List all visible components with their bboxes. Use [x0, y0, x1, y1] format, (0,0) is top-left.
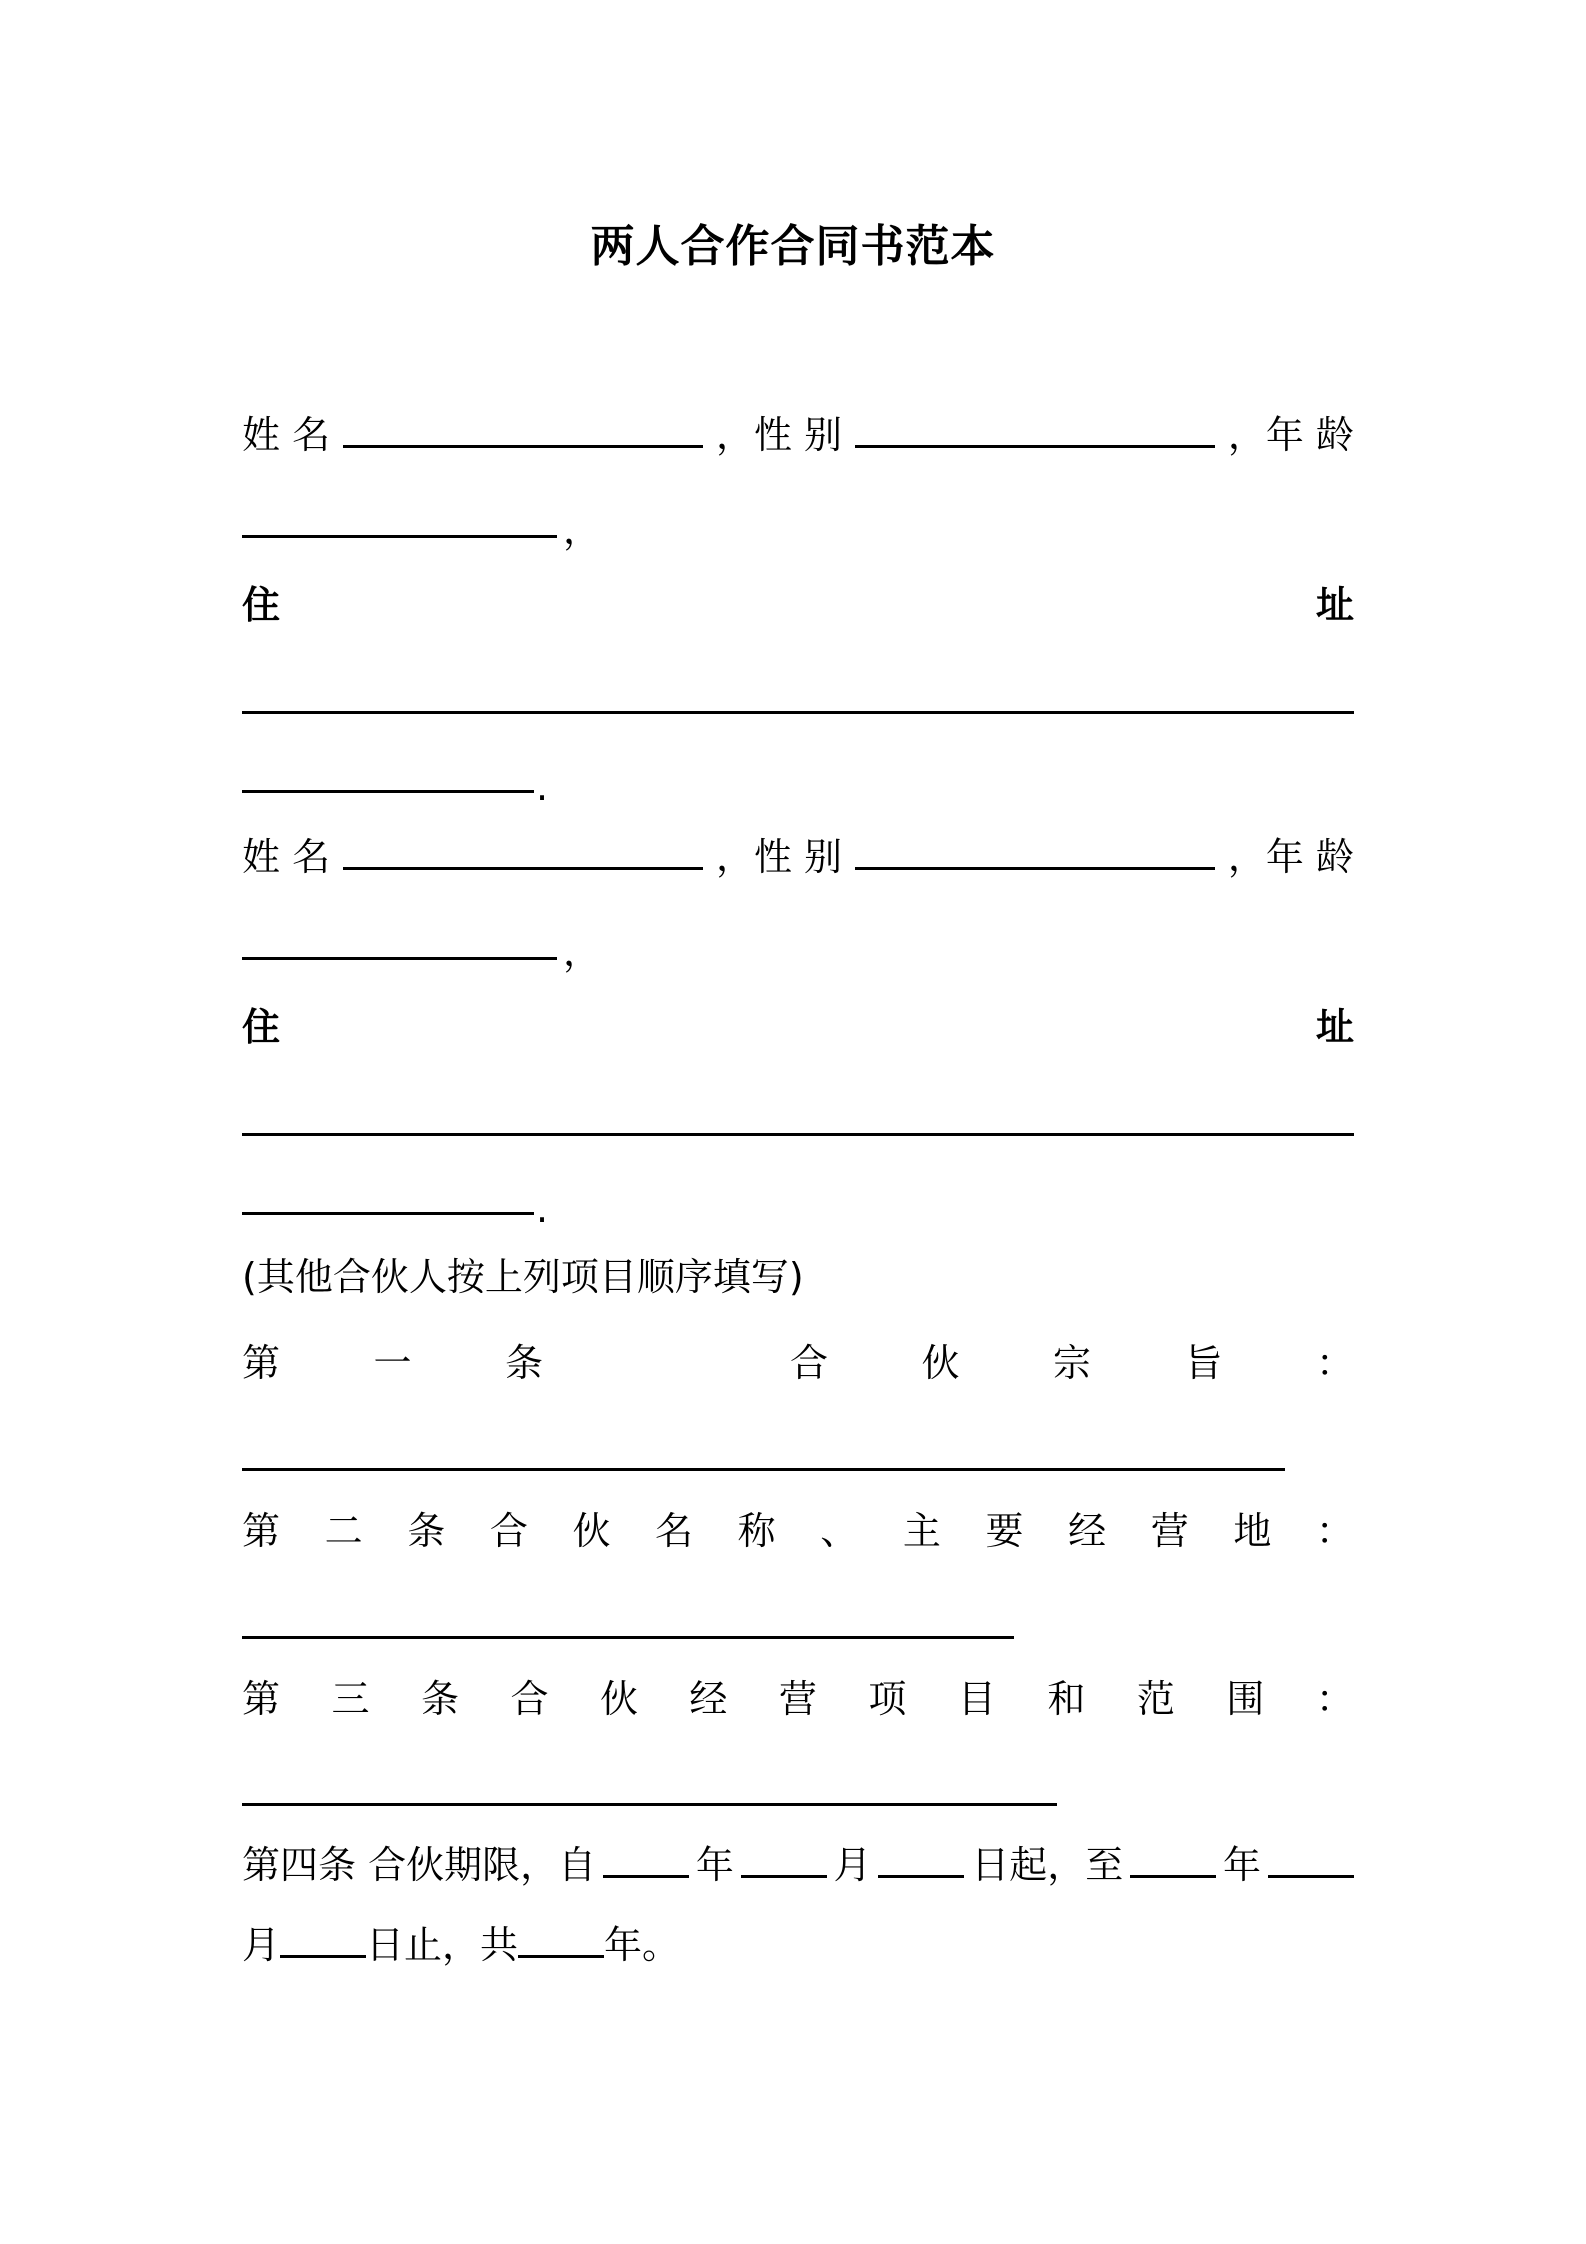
day-from-label: 日起，至 — [971, 1843, 1124, 1887]
address-line — [242, 580, 1354, 630]
article1-char: 合 — [789, 1341, 828, 1385]
partner2-line — [242, 832, 1354, 882]
article1-char: 条 — [505, 1341, 544, 1385]
age-blank[interactable] — [242, 957, 557, 960]
name-label: 姓 名 — [242, 835, 331, 879]
address-blank-line-2[interactable] — [242, 790, 534, 793]
name-blank[interactable] — [343, 445, 703, 448]
gender-label: ，性 别 — [715, 835, 843, 879]
article3-char: 合 — [510, 1677, 549, 1721]
article3-char: 伙 — [599, 1677, 638, 1721]
address-right-label: 址 — [1315, 1005, 1354, 1049]
article1-char: 旨 — [1184, 1341, 1223, 1385]
article3-char: 经 — [689, 1677, 728, 1721]
article1-heading — [242, 1338, 1354, 1388]
partner1-line — [242, 410, 1354, 460]
document-title: 两人合作合同书范本 — [590, 221, 996, 272]
article4-prefix: 第四条 合伙期限，自 — [242, 1843, 597, 1887]
month-label: 月 — [242, 1923, 281, 1967]
article2-char: 伙 — [572, 1509, 611, 1553]
name-blank[interactable] — [343, 867, 703, 870]
article2-char: 经 — [1068, 1509, 1107, 1553]
address-period: . — [536, 1187, 549, 1231]
article2-char: 称 — [737, 1509, 776, 1553]
article2-char: 主 — [902, 1509, 941, 1553]
article2-char: 二 — [324, 1509, 363, 1553]
month-label: 月 — [833, 1843, 872, 1887]
end-month-blank[interactable] — [1268, 1875, 1354, 1878]
article3-char: 和 — [1047, 1677, 1086, 1721]
article3-char: 围 — [1226, 1677, 1265, 1721]
article1-blank[interactable] — [242, 1468, 1285, 1471]
article2-char: 地 — [1233, 1509, 1272, 1553]
article3-heading — [242, 1674, 1354, 1724]
article2-blank[interactable] — [242, 1636, 1014, 1639]
age-comma: ， — [563, 930, 602, 974]
article3-char: 范 — [1136, 1677, 1175, 1721]
address-period: . — [536, 765, 549, 809]
article4-line2 — [242, 1920, 1354, 1970]
article2-char: 合 — [489, 1509, 528, 1553]
year-label: 年 — [1223, 1843, 1262, 1887]
article1-char: 宗 — [1052, 1341, 1091, 1385]
address-left-label: 住 — [242, 583, 281, 627]
age-label: ，年 龄 — [1227, 413, 1354, 457]
article2-char: 、 — [820, 1509, 859, 1553]
address-right-label: 址 — [1315, 583, 1354, 627]
name-label: 姓 名 — [242, 413, 331, 457]
article4-line1 — [242, 1840, 1354, 1890]
start-year-blank[interactable] — [603, 1875, 689, 1878]
age-blank[interactable] — [242, 535, 557, 538]
gender-blank[interactable] — [855, 867, 1215, 870]
article3-blank[interactable] — [242, 1803, 1057, 1806]
article2-char: 要 — [985, 1509, 1024, 1553]
end-day-blank[interactable] — [280, 1955, 366, 1958]
article2-char: 营 — [1150, 1509, 1189, 1553]
article3-char: 条 — [420, 1677, 459, 1721]
article3-char: 营 — [778, 1677, 817, 1721]
article1-char: 第 — [242, 1341, 281, 1385]
start-month-blank[interactable] — [741, 1875, 827, 1878]
article3-char: 第 — [242, 1677, 281, 1721]
article2-char: 名 — [655, 1509, 694, 1553]
article3-char: ： — [1315, 1677, 1354, 1721]
article2-char: ： — [1315, 1509, 1354, 1553]
start-day-blank[interactable] — [878, 1875, 964, 1878]
fill-note: (其他合伙人按上列项目顺序填写) — [242, 1255, 804, 1299]
gender-blank[interactable] — [855, 445, 1215, 448]
day-to-label: 日止，共 — [366, 1923, 519, 1967]
year-label: 年 — [695, 1843, 734, 1887]
article3-char: 三 — [331, 1677, 370, 1721]
address-left-label: 住 — [242, 1005, 281, 1049]
age-label: ，年 龄 — [1227, 835, 1354, 879]
address-blank-line-1[interactable] — [242, 1133, 1354, 1136]
article2-char: 条 — [407, 1509, 446, 1553]
article3-char: 目 — [957, 1677, 996, 1721]
article2-char: 第 — [242, 1509, 281, 1553]
age-comma: ， — [563, 508, 602, 552]
address-line — [242, 1002, 1354, 1052]
article1-char: 伙 — [921, 1341, 960, 1385]
end-year-blank[interactable] — [1130, 1875, 1216, 1878]
article2-heading — [242, 1506, 1354, 1556]
total-years-blank[interactable] — [518, 1955, 604, 1958]
address-blank-line-1[interactable] — [242, 711, 1354, 714]
article3-char: 项 — [868, 1677, 907, 1721]
year-end-label: 年。 — [604, 1923, 681, 1967]
gender-label: ，性 别 — [715, 413, 843, 457]
address-blank-line-2[interactable] — [242, 1212, 534, 1215]
article1-char: 一 — [373, 1341, 412, 1385]
article1-char: ： — [1315, 1341, 1354, 1385]
